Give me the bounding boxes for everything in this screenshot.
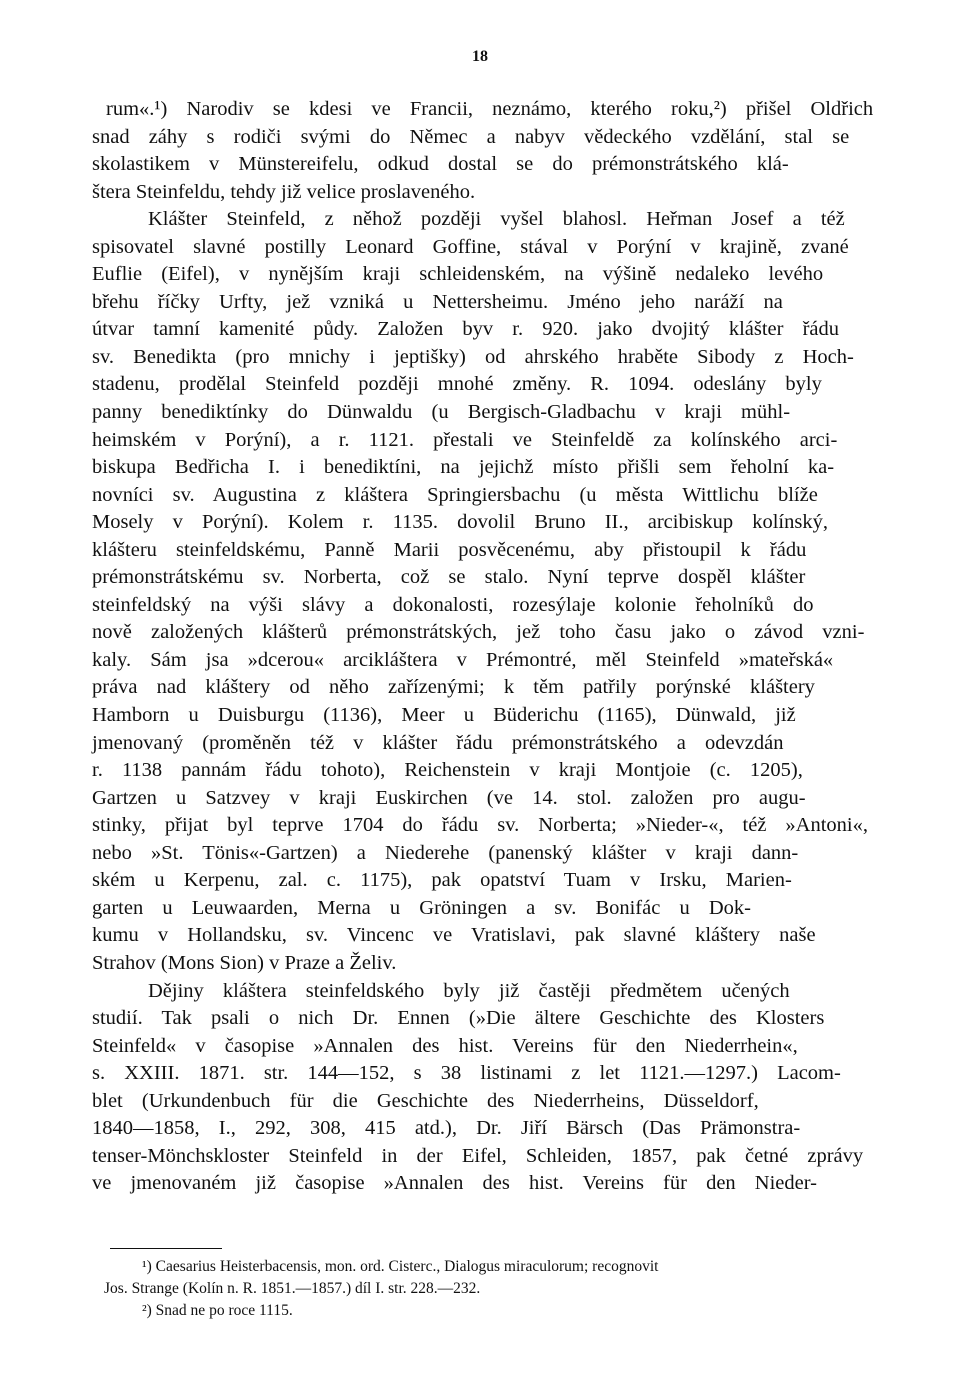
text-line: štera Steinfeldu, tehdy již velice proslaveného. xyxy=(92,180,476,203)
text-line: r. 1138 pannám řádu tohoto), Reichenstein v kraji Montjoie (c. 1205), xyxy=(92,759,803,782)
text-line: heimském v Porýní), a r. 1121. přestali ve Steinfeldě za kolínského arci- xyxy=(92,428,838,451)
footnote-line: ¹) Caesarius Heisterbacensis, mon. ord. Cisterc., Dialogus miraculorum; recognovit xyxy=(142,1258,659,1275)
text-line: garten u Leuwaarden, Merna u Gröningen a sv. Bonifác u Dok- xyxy=(92,896,751,919)
text-line: jmenovaný (proměněn též v klášter řádu prémonstrátského a odevzdán xyxy=(92,731,784,754)
footnote-line: Jos. Strange (Kolín n. R. 1851.—1857.) díl I. str. 228.—232. xyxy=(104,1280,481,1297)
page-number: 18 xyxy=(472,48,488,65)
text-line: ském u Kerpenu, zal. c. 1175), pak opatství Tuam v Irsku, Marien- xyxy=(92,869,792,892)
text-line: s. XXIII. 1871. str. 144—152, s 38 listinami z let 1121.—1297.) Lacom- xyxy=(92,1062,841,1085)
text-line: rum«.¹) Narodiv se kdesi ve Francii, neznámo, kterého roku,²) přišel Oldřich xyxy=(106,98,874,120)
text-line: spisovatel slavné postilly Leonard Goffine, stával v Porýní v krajině, zvané xyxy=(92,235,849,258)
text-line: stadenu, prodělal Steinfeld později mnohé změny. R. 1094. odeslány byly xyxy=(92,373,822,396)
text-line: ve jmenovaném již časopise »Annalen des hist. Vereins für den Nieder- xyxy=(92,1172,817,1195)
text-line: 1840—1858, I., 292, 308, 415 atd.), Dr. Jiří Bärsch (Das Prämonstra- xyxy=(92,1117,801,1140)
text-line: Steinfeld« v časopise »Annalen des hist. Vereins für den Niederrhein«, xyxy=(92,1034,798,1057)
text-line: stinky, přijat byl teprve 1704 do řádu sv. Norberta; »Nieder-«, též »Antoni«, xyxy=(92,814,868,837)
text-line: panny benediktínky do Dünwaldu (u Bergisch-Gladbachu v kraji mühl- xyxy=(92,401,791,424)
footnote-divider xyxy=(110,1248,222,1249)
text-line: steinfeldský na výši slávy a dokonalosti, rozesýlaje kolonie řeholníků do xyxy=(92,593,814,616)
text-line: biskupa Bedřicha I. i benediktíni, na jejichž místo přišli sem řeholní ka- xyxy=(92,456,835,479)
text-line: studií. Tak psali o nich Dr. Ennen (»Die ältere Geschichte des Klosters xyxy=(92,1007,825,1030)
text-line: prémonstrátskému sv. Norberta, což se stalo. Nyní teprve dospěl klášter xyxy=(92,566,806,589)
text-line: Hamborn u Duisburgu (1136), Meer u Büderichu (1165), Dünwald, již xyxy=(92,704,796,727)
text-line: novníci sv. Augustina z kláštera Springiersbachu (u města Wittlichu blíže xyxy=(92,483,818,506)
text-line: Klášter Steinfeld, z něhož později vyšel blahosl. Heřman Josef a též xyxy=(148,208,845,231)
text-line: kumu v Hollandsku, sv. Vincenc ve Vratislavi, pak slavné kláštery naše xyxy=(92,924,816,947)
text-line: klášteru steinfeldskému, Panně Marii posvěcenému, aby přistoupil k řádu xyxy=(92,538,807,561)
text-line: nově založených klášterů prémonstrátských, jež toho času jako o závod vzni- xyxy=(92,621,865,644)
text-line: skolastikem v Münstereifelu, odkud dostal se do prémonstrátského klá- xyxy=(92,153,789,176)
text-line: snad záhy s rodiči svými do Němec a nabyv vědeckého vzdělání, stal se xyxy=(92,125,850,148)
body-text xyxy=(92,96,874,1198)
footnote-line: ²) Snad ne po roce 1115. xyxy=(142,1302,293,1319)
text-line: břehu říčky Urfty, jež vzniká u Nettersheimu. Jméno jeho naráží na xyxy=(92,290,783,313)
text-line: nebo »St. Tönis«-Gartzen) a Niederehe (panenský klášter v kraji dann- xyxy=(92,841,799,864)
text-line: blet (Urkundenbuch für die Geschichte des Niederrheins, Düsseldorf, xyxy=(92,1089,759,1112)
text-line: Dějiny kláštera steinfeldského byly již častěji předmětem učených xyxy=(148,979,790,1002)
text-line: útvar tamní kamenité půdy. Založen byv r. 920. jako dvojitý klášter řádu xyxy=(92,318,840,341)
text-line: Strahov (Mons Sion) v Praze a Želiv. xyxy=(92,951,397,974)
text-line: Euflie (Eifel), v nynějším kraji schleidenském, na výšině nedaleko levého xyxy=(92,263,824,286)
text-line: práva nad kláštery od něho zařízenými; k těm patřily porýnské kláštery xyxy=(92,676,815,699)
text-line: kaly. Sám jsa »dcerou« arcikláštera v Prémontré, měl Steinfeld »mateřská« xyxy=(92,648,834,671)
text-line: sv. Benedikta (pro mnichy i jeptišky) od ahrského hraběte Sibody z Hoch- xyxy=(92,345,854,368)
footnotes xyxy=(92,1256,882,1322)
text-line: Gartzen u Satzvey v kraji Euskirchen (ve 14. stol. založen pro augu- xyxy=(92,786,806,809)
text-line: Mosely v Porýní). Kolem r. 1135. dovolil Bruno II., arcibiskup kolínský, xyxy=(92,511,828,534)
text-line: tenser-Mönchskloster Steinfeld in der Eifel, Schleiden, 1857, pak četné zprávy xyxy=(92,1144,864,1167)
